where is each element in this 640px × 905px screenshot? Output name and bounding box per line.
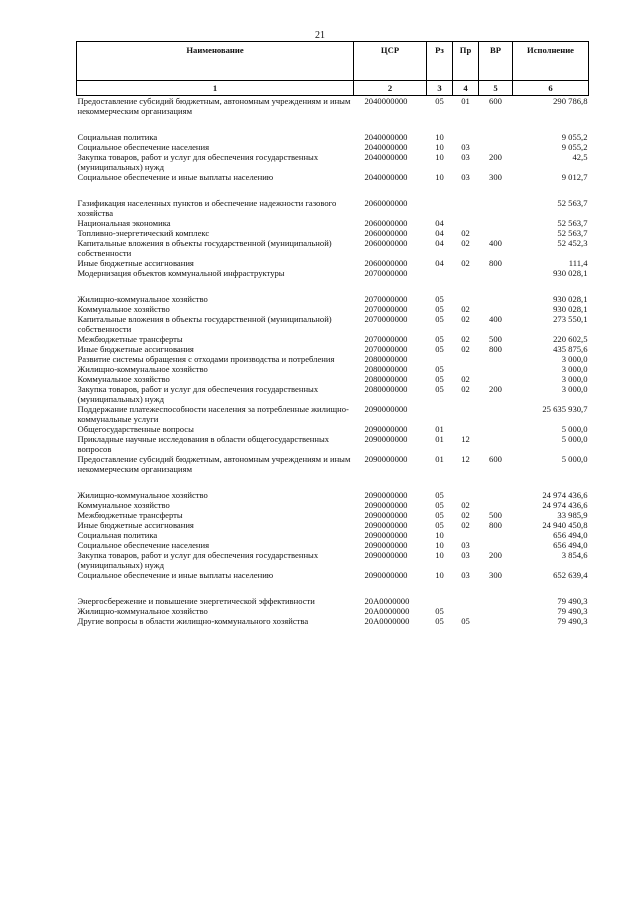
row-vr: 800 bbox=[489, 344, 502, 354]
row-csr: 2060000000 bbox=[364, 218, 408, 228]
row-pr: 02 bbox=[461, 228, 470, 238]
row-pr: 03 bbox=[461, 540, 470, 550]
budget-table bbox=[76, 41, 589, 626]
table-row bbox=[77, 354, 589, 364]
header-pr: Пр bbox=[453, 42, 479, 81]
row-rz: 04 bbox=[435, 238, 444, 248]
row-pr: 02 bbox=[461, 258, 470, 268]
header-execution: Исполнение bbox=[513, 42, 589, 81]
row-csr: 2040000000 bbox=[364, 142, 408, 152]
row-execution: 111,4 bbox=[568, 258, 588, 268]
row-rz: 10 bbox=[435, 132, 444, 142]
row-execution: 220 602,5 bbox=[553, 334, 588, 344]
row-vr bbox=[479, 434, 513, 454]
row-name: Иные бюджетные ассигнования bbox=[77, 520, 194, 530]
row-csr: 2080000000 bbox=[364, 354, 408, 364]
row-csr: 2090000000 bbox=[364, 500, 408, 510]
row-csr: 2060000000 bbox=[364, 198, 408, 208]
row-name: Иные бюджетные ассигнования bbox=[77, 344, 194, 354]
row-execution: 656 494,0 bbox=[553, 530, 588, 540]
table-row bbox=[77, 434, 589, 454]
row-csr: 2090000000 bbox=[364, 510, 408, 520]
table-row bbox=[77, 238, 589, 258]
header-number-row bbox=[77, 81, 589, 96]
row-rz: 10 bbox=[435, 142, 444, 152]
row-csr: 2040000000 bbox=[364, 172, 408, 182]
table-row bbox=[77, 218, 589, 228]
row-csr: 2090000000 bbox=[364, 404, 408, 414]
row-rz: 05 bbox=[435, 364, 444, 374]
table-row bbox=[77, 570, 589, 580]
row-rz: 04 bbox=[435, 228, 444, 238]
row-rz: 10 bbox=[435, 540, 444, 550]
row-rz: 10 bbox=[435, 530, 444, 540]
row-execution: 24 974 436,6 bbox=[542, 500, 588, 510]
row-csr: 2040000000 bbox=[364, 132, 408, 142]
row-pr bbox=[453, 606, 479, 616]
row-vr bbox=[479, 596, 513, 606]
row-pr bbox=[453, 218, 479, 228]
row-pr bbox=[453, 198, 479, 218]
row-rz: 05 bbox=[435, 344, 444, 354]
row-rz: 05 bbox=[435, 314, 444, 324]
table-row bbox=[77, 606, 589, 616]
row-name: Закупка товаров, работ и услуг для обеспечения государственных (муниципальных) нужд bbox=[77, 152, 319, 172]
row-pr: 12 bbox=[461, 454, 470, 464]
header-number: 1 bbox=[77, 81, 354, 96]
row-csr: 2060000000 bbox=[364, 238, 408, 248]
row-vr bbox=[479, 228, 513, 238]
row-execution: 290 786,8 bbox=[553, 96, 588, 106]
row-csr: 2090000000 bbox=[364, 434, 408, 444]
table-row bbox=[77, 96, 589, 117]
row-name: Энергосбережение и повышение энергетической эффективности bbox=[77, 596, 315, 606]
row-execution: 79 490,3 bbox=[557, 596, 588, 606]
table-row bbox=[77, 198, 589, 218]
row-pr bbox=[453, 132, 479, 142]
row-name: Капитальные вложения в объекты государственной (муниципальной) собственности bbox=[77, 314, 332, 334]
row-rz: 10 bbox=[435, 550, 444, 560]
row-spacer-cell bbox=[77, 116, 589, 132]
row-vr: 200 bbox=[489, 152, 502, 162]
row-vr bbox=[479, 540, 513, 550]
row-name: Прикладные научные исследования в области общегосударственных вопросов bbox=[77, 434, 330, 454]
row-vr bbox=[479, 616, 513, 626]
row-execution: 3 000,0 bbox=[561, 354, 588, 364]
row-spacer bbox=[77, 116, 589, 132]
row-rz: 05 bbox=[435, 304, 444, 314]
table-row bbox=[77, 142, 589, 152]
row-rz: 05 bbox=[435, 510, 444, 520]
row-vr bbox=[479, 424, 513, 434]
row-rz: 10 bbox=[435, 172, 444, 182]
row-spacer bbox=[77, 580, 589, 596]
row-name: Общегосударственные вопросы bbox=[77, 424, 194, 434]
row-vr bbox=[479, 304, 513, 314]
row-name: Национальная экономика bbox=[77, 218, 171, 228]
row-spacer bbox=[77, 182, 589, 198]
row-execution: 33 985,9 bbox=[557, 510, 588, 520]
row-vr: 300 bbox=[489, 570, 502, 580]
row-csr: 2090000000 bbox=[364, 424, 408, 434]
row-execution: 656 494,0 bbox=[553, 540, 588, 550]
table-row bbox=[77, 404, 589, 424]
row-spacer bbox=[77, 474, 589, 490]
row-name: Закупка товаров, работ и услуг для обеспечения государственных (муниципальных) нужд bbox=[77, 384, 319, 404]
row-vr: 300 bbox=[489, 172, 502, 182]
table-row bbox=[77, 364, 589, 374]
row-pr bbox=[453, 490, 479, 500]
page-number: 21 bbox=[315, 30, 325, 41]
row-pr: 01 bbox=[461, 96, 470, 106]
row-vr bbox=[479, 490, 513, 500]
row-pr bbox=[453, 596, 479, 606]
row-vr bbox=[479, 142, 513, 152]
row-pr: 02 bbox=[461, 334, 470, 344]
table-row bbox=[77, 520, 589, 530]
row-execution: 3 000,0 bbox=[561, 374, 588, 384]
row-name: Жилищно-коммунальное хозяйство bbox=[77, 490, 208, 500]
row-name: Развитие системы обращения с отходами производства и потребления bbox=[77, 354, 335, 364]
table-row bbox=[77, 258, 589, 268]
row-pr: 02 bbox=[461, 384, 470, 394]
header-number: 3 bbox=[427, 81, 453, 96]
table-row bbox=[77, 510, 589, 520]
row-csr: 2090000000 bbox=[364, 550, 408, 560]
row-vr bbox=[479, 404, 513, 424]
row-vr bbox=[479, 354, 513, 364]
row-vr bbox=[479, 294, 513, 304]
row-spacer bbox=[77, 278, 589, 294]
row-csr: 2070000000 bbox=[364, 314, 408, 324]
header-number: 5 bbox=[479, 81, 513, 96]
header-csr: ЦСР bbox=[354, 42, 427, 81]
row-rz: 05 bbox=[435, 616, 444, 626]
row-rz bbox=[427, 596, 453, 606]
row-pr bbox=[453, 268, 479, 278]
row-execution: 3 000,0 bbox=[561, 364, 588, 374]
row-vr: 500 bbox=[489, 334, 502, 344]
table-row bbox=[77, 550, 589, 570]
table-row bbox=[77, 132, 589, 142]
row-pr bbox=[453, 530, 479, 540]
row-name: Топливно-энергетический комплекс bbox=[77, 228, 210, 238]
row-name: Межбюджетные трансферты bbox=[77, 510, 183, 520]
row-execution: 79 490,3 bbox=[557, 616, 588, 626]
table-row bbox=[77, 294, 589, 304]
table-row bbox=[77, 596, 589, 606]
row-pr bbox=[453, 294, 479, 304]
row-csr: 20А0000000 bbox=[364, 616, 410, 626]
row-spacer-cell bbox=[77, 182, 589, 198]
row-name: Другие вопросы в области жилищно-коммунального хозяйства bbox=[77, 616, 309, 626]
row-vr: 800 bbox=[489, 520, 502, 530]
row-csr: 2090000000 bbox=[364, 454, 408, 464]
header-name: Наименование bbox=[77, 42, 354, 81]
row-csr: 20А0000000 bbox=[364, 606, 410, 616]
row-name: Жилищно-коммунальное хозяйство bbox=[77, 294, 208, 304]
row-execution: 52 563,7 bbox=[557, 218, 588, 228]
row-csr: 2070000000 bbox=[364, 344, 408, 354]
row-spacer-cell bbox=[77, 580, 589, 596]
table-row bbox=[77, 228, 589, 238]
row-name: Коммунальное хозяйство bbox=[77, 374, 170, 384]
table-row bbox=[77, 268, 589, 278]
table-row bbox=[77, 384, 589, 404]
row-rz: 05 bbox=[435, 500, 444, 510]
row-spacer-cell bbox=[77, 278, 589, 294]
row-vr: 800 bbox=[489, 258, 502, 268]
row-pr: 05 bbox=[461, 616, 470, 626]
row-name: Предоставление субсидий бюджетным, автономным учреждениям и иным некоммерческим организациям bbox=[77, 454, 351, 474]
row-vr: 400 bbox=[489, 238, 502, 248]
table-row bbox=[77, 152, 589, 172]
table-row bbox=[77, 344, 589, 354]
row-vr bbox=[479, 132, 513, 142]
row-vr bbox=[479, 606, 513, 616]
row-execution: 24 940 450,8 bbox=[542, 520, 588, 530]
row-pr: 03 bbox=[461, 550, 470, 560]
row-csr: 2070000000 bbox=[364, 304, 408, 314]
row-name: Предоставление субсидий бюджетным, автономным учреждениям и иным некоммерческим организациям bbox=[77, 96, 351, 116]
row-csr: 2090000000 bbox=[364, 520, 408, 530]
row-pr: 03 bbox=[461, 172, 470, 182]
row-vr bbox=[479, 198, 513, 218]
row-rz: 05 bbox=[435, 294, 444, 304]
row-vr: 500 bbox=[489, 510, 502, 520]
row-rz: 05 bbox=[435, 334, 444, 344]
row-name: Закупка товаров, работ и услуг для обеспечения государственных (муниципальных) нужд bbox=[77, 550, 319, 570]
row-csr: 2040000000 bbox=[364, 96, 408, 106]
table-body bbox=[77, 96, 589, 627]
header-rz: Рз bbox=[427, 42, 453, 81]
row-csr: 2090000000 bbox=[364, 490, 408, 500]
row-vr bbox=[479, 500, 513, 510]
row-execution: 52 452,3 bbox=[557, 238, 588, 248]
table-row bbox=[77, 424, 589, 434]
row-rz: 01 bbox=[435, 434, 444, 444]
row-execution: 5 000,0 bbox=[561, 454, 588, 464]
row-vr: 200 bbox=[489, 384, 502, 394]
row-rz: 10 bbox=[435, 570, 444, 580]
row-rz: 04 bbox=[435, 258, 444, 268]
row-rz: 01 bbox=[435, 424, 444, 434]
row-name: Газификация населенных пунктов и обеспечение надежности газового хозяйства bbox=[77, 198, 337, 218]
row-pr: 12 bbox=[461, 434, 470, 444]
row-execution: 930 028,1 bbox=[553, 304, 588, 314]
row-execution: 79 490,3 bbox=[557, 606, 588, 616]
row-csr: 2090000000 bbox=[364, 540, 408, 550]
row-execution: 9 012,7 bbox=[561, 172, 588, 182]
row-vr bbox=[479, 530, 513, 540]
row-vr bbox=[479, 374, 513, 384]
table-row bbox=[77, 374, 589, 384]
row-execution: 3 854,6 bbox=[561, 550, 588, 560]
row-pr: 03 bbox=[461, 152, 470, 162]
row-pr: 02 bbox=[461, 344, 470, 354]
row-rz bbox=[427, 268, 453, 278]
row-pr bbox=[453, 364, 479, 374]
row-name: Жилищно-коммунальное хозяйство bbox=[77, 364, 208, 374]
row-rz: 01 bbox=[435, 454, 444, 464]
row-execution: 5 000,0 bbox=[561, 434, 588, 444]
row-pr: 02 bbox=[461, 238, 470, 248]
row-execution: 9 055,2 bbox=[561, 142, 588, 152]
row-csr: 2080000000 bbox=[364, 384, 408, 394]
row-pr: 02 bbox=[461, 374, 470, 384]
row-execution: 435 875,6 bbox=[553, 344, 588, 354]
row-vr bbox=[479, 268, 513, 278]
row-rz bbox=[427, 404, 453, 424]
row-pr: 03 bbox=[461, 570, 470, 580]
header-number: 2 bbox=[354, 81, 427, 96]
row-execution: 5 000,0 bbox=[561, 424, 588, 434]
row-rz: 10 bbox=[435, 152, 444, 162]
row-name: Иные бюджетные ассигнования bbox=[77, 258, 194, 268]
row-name: Социальная политика bbox=[77, 530, 158, 540]
row-execution: 52 563,7 bbox=[557, 198, 588, 208]
row-execution: 9 055,2 bbox=[561, 132, 588, 142]
header-row bbox=[77, 42, 589, 81]
row-rz bbox=[427, 198, 453, 218]
table-row bbox=[77, 304, 589, 314]
table-row bbox=[77, 334, 589, 344]
row-name: Социальная политика bbox=[77, 132, 158, 142]
row-execution: 930 028,1 bbox=[553, 268, 588, 278]
row-name: Социальное обеспечение и иные выплаты населению bbox=[77, 172, 274, 182]
row-execution: 52 563,7 bbox=[557, 228, 588, 238]
row-pr: 02 bbox=[461, 314, 470, 324]
row-execution: 25 635 930,7 bbox=[542, 404, 588, 414]
row-csr: 2070000000 bbox=[364, 294, 408, 304]
row-name: Социальное обеспечение населения bbox=[77, 142, 210, 152]
table-row bbox=[77, 530, 589, 540]
header-number: 6 bbox=[513, 81, 589, 96]
row-name: Жилищно-коммунальное хозяйство bbox=[77, 606, 208, 616]
row-csr: 2090000000 bbox=[364, 570, 408, 580]
row-execution: 930 028,1 bbox=[553, 294, 588, 304]
row-vr: 600 bbox=[489, 454, 502, 464]
table-row bbox=[77, 490, 589, 500]
row-spacer-cell bbox=[77, 474, 589, 490]
header-vr: ВР bbox=[479, 42, 513, 81]
header-number: 4 bbox=[453, 81, 479, 96]
row-rz: 05 bbox=[435, 606, 444, 616]
row-csr: 2080000000 bbox=[364, 374, 408, 384]
row-rz: 05 bbox=[435, 520, 444, 530]
row-pr: 02 bbox=[461, 520, 470, 530]
row-csr: 2060000000 bbox=[364, 258, 408, 268]
row-vr: 200 bbox=[489, 550, 502, 560]
row-pr bbox=[453, 404, 479, 424]
table-row bbox=[77, 454, 589, 474]
table-row bbox=[77, 616, 589, 626]
row-name: Коммунальное хозяйство bbox=[77, 304, 170, 314]
row-name: Модернизация объектов коммунальной инфраструктуры bbox=[77, 268, 285, 278]
row-csr: 2040000000 bbox=[364, 152, 408, 162]
row-vr bbox=[479, 218, 513, 228]
row-rz: 05 bbox=[435, 96, 444, 106]
row-csr: 20А0000000 bbox=[364, 596, 410, 606]
row-rz: 05 bbox=[435, 374, 444, 384]
row-execution: 273 550,1 bbox=[553, 314, 588, 324]
row-csr: 2070000000 bbox=[364, 334, 408, 344]
row-rz: 05 bbox=[435, 384, 444, 394]
row-csr: 2070000000 bbox=[364, 268, 408, 278]
row-pr: 02 bbox=[461, 500, 470, 510]
row-csr: 2060000000 bbox=[364, 228, 408, 238]
row-vr: 400 bbox=[489, 314, 502, 324]
row-execution: 3 000,0 bbox=[561, 384, 588, 394]
table-row bbox=[77, 172, 589, 182]
row-pr: 02 bbox=[461, 304, 470, 314]
row-name: Поддержание платежеспособности населения за потребленные жилищно-коммунальные услуги bbox=[77, 404, 349, 424]
row-name: Коммунальное хозяйство bbox=[77, 500, 170, 510]
table-row bbox=[77, 314, 589, 334]
row-vr: 600 bbox=[489, 96, 502, 106]
row-vr bbox=[479, 364, 513, 374]
row-name: Капитальные вложения в объекты государственной (муниципальной) собственности bbox=[77, 238, 332, 258]
row-execution: 42,5 bbox=[572, 152, 588, 162]
row-rz: 05 bbox=[435, 490, 444, 500]
row-name: Межбюджетные трансферты bbox=[77, 334, 183, 344]
row-pr bbox=[453, 424, 479, 434]
row-rz: 04 bbox=[435, 218, 444, 228]
row-rz bbox=[427, 354, 453, 364]
row-pr: 02 bbox=[461, 510, 470, 520]
row-name: Социальное обеспечение населения bbox=[77, 540, 210, 550]
row-execution: 652 639,4 bbox=[553, 570, 588, 580]
row-name: Социальное обеспечение и иные выплаты населению bbox=[77, 570, 274, 580]
row-csr: 2090000000 bbox=[364, 530, 408, 540]
table-row bbox=[77, 500, 589, 510]
row-execution: 24 974 436,6 bbox=[542, 490, 588, 500]
table-row bbox=[77, 540, 589, 550]
row-pr bbox=[453, 354, 479, 364]
row-pr: 03 bbox=[461, 142, 470, 152]
row-csr: 2080000000 bbox=[364, 364, 408, 374]
